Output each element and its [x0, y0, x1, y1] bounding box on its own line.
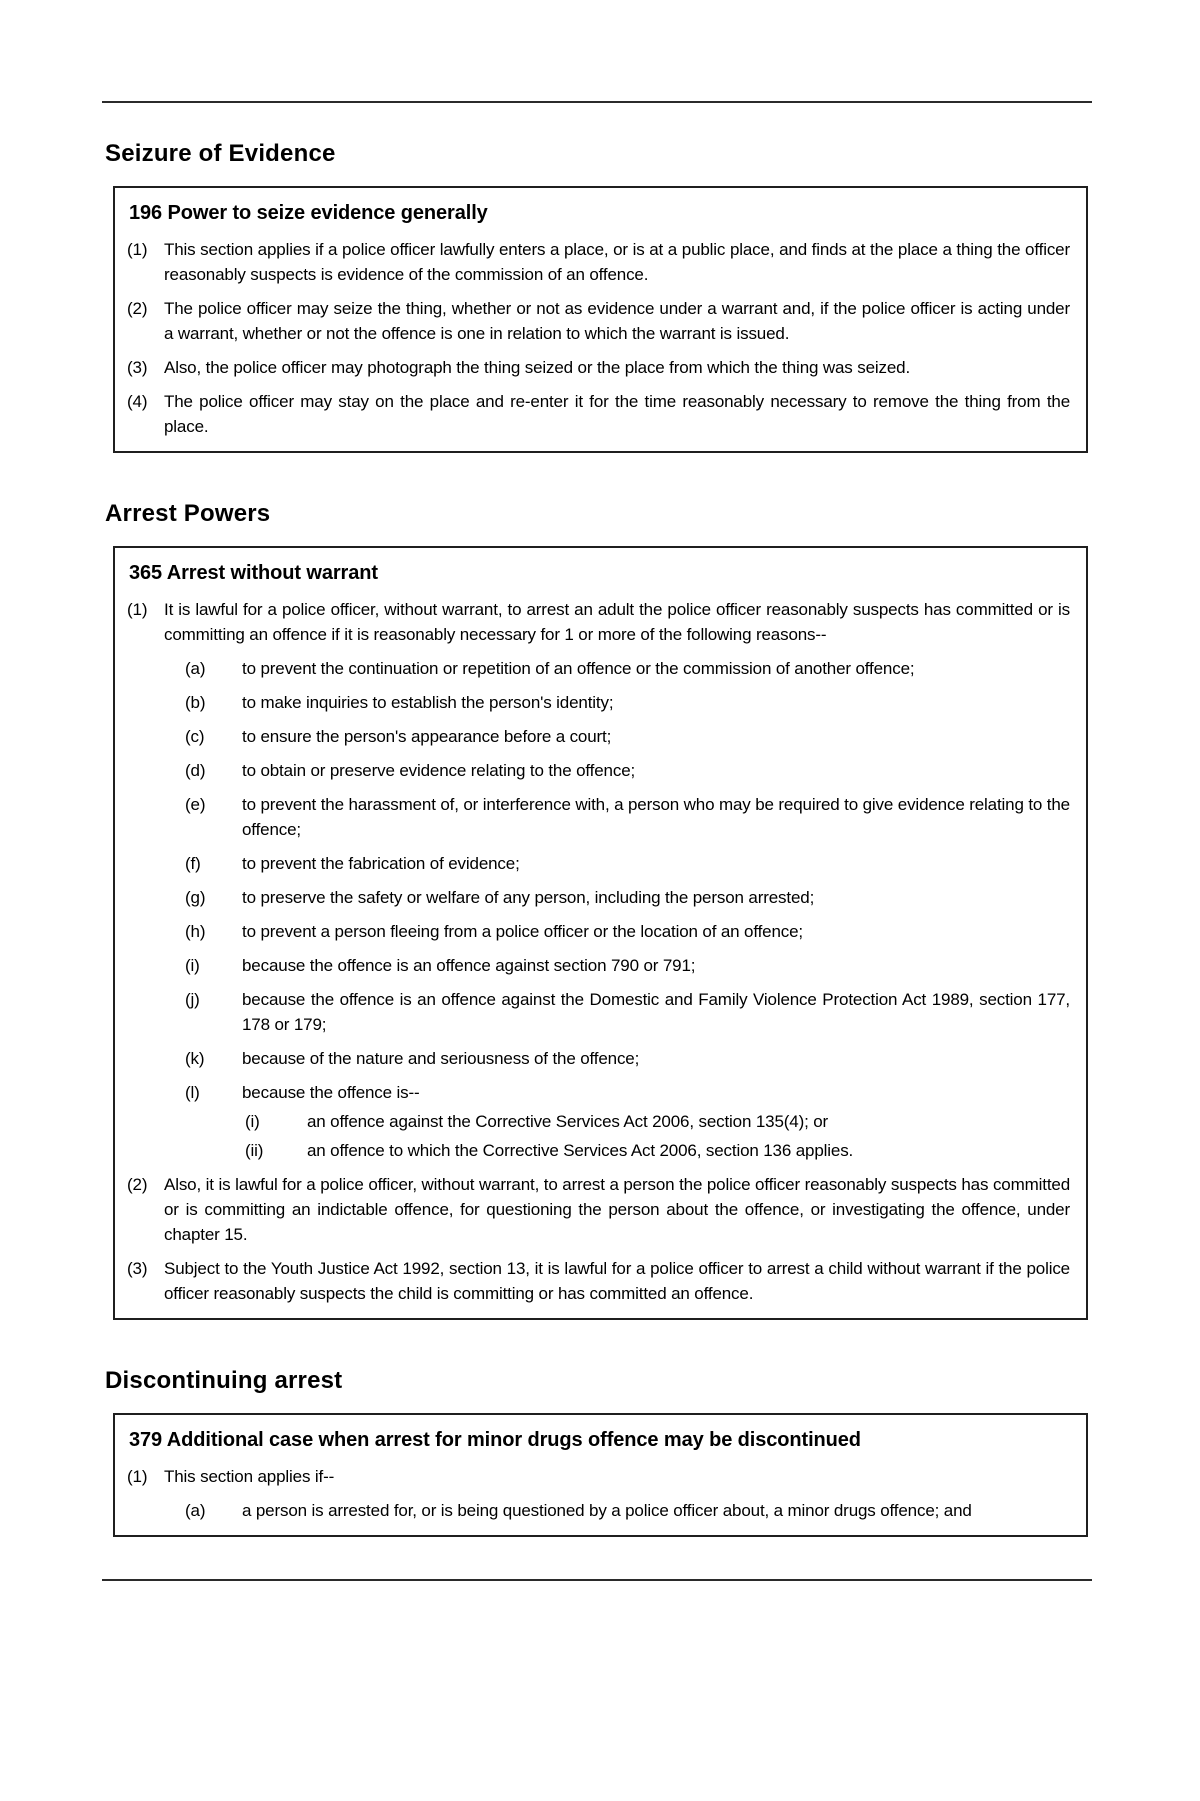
clause-text: to ensure the person's appearance before a court;: [242, 727, 612, 746]
clause-text: because of the nature and seriousness of the offence;: [242, 1049, 640, 1068]
statute-title-196: 196 Power to seize evidence generally: [129, 202, 488, 224]
clause-row: [115, 953, 1070, 978]
clause-marker: (c): [185, 727, 205, 746]
clause-text: an offence to which the Corrective Services Act 2006, section 136 applies.: [307, 1141, 854, 1160]
top-rule: [102, 101, 1092, 103]
clause-text: Also, it is lawful for a police officer, without warrant, to arrest a person the police officer reasonably suspects has committed or is committing an indictable offence, for questioning the person about the offence, or investigating the offence, under chapter 15.: [164, 1175, 1070, 1244]
clause-row: [115, 389, 1070, 439]
clause-row: [115, 1172, 1070, 1247]
clause-marker: (l): [185, 1083, 200, 1102]
clause-text: because the offence is an offence against section 790 or 791;: [242, 956, 696, 975]
clause-text: The police officer may seize the thing, whether or not as evidence under a warrant and, if the police officer is acting under a warrant, whether or not the offence is one in relation to which the warrant is issued.: [164, 299, 1070, 343]
clause-marker: (3): [127, 1259, 148, 1278]
clause-marker: (1): [127, 600, 148, 619]
clause-text: to prevent the continuation or repetition of an offence or the commission of another offence;: [242, 659, 915, 678]
clause-text: because the offence is an offence against the Domestic and Family Violence Protection Act 1989, section 177, 178 or 179;: [242, 990, 1070, 1034]
clause-row: [115, 919, 1070, 944]
clause-text: because the offence is--: [242, 1083, 420, 1102]
clause-row: [115, 851, 1070, 876]
clause-marker: (d): [185, 761, 206, 780]
clause-row: [115, 1080, 1070, 1105]
statute-box-365: [113, 546, 1088, 1320]
clause-marker: (e): [185, 795, 206, 814]
page-content: [102, 101, 1092, 1581]
clause-marker: (a): [185, 659, 206, 678]
clause-marker: (1): [127, 240, 148, 259]
clause-marker: (j): [185, 990, 200, 1009]
clause-marker: (1): [127, 1467, 148, 1486]
clause-row: [115, 296, 1070, 346]
clause-marker: (4): [127, 392, 148, 411]
clause-marker: (b): [185, 693, 206, 712]
clause-text: an offence against the Corrective Services Act 2006, section 135(4); or: [307, 1112, 829, 1131]
clause-row: [115, 597, 1070, 647]
clause-marker: (k): [185, 1049, 205, 1068]
clause-text: Subject to the Youth Justice Act 1992, section 13, it is lawful for a police officer to arrest a child without warrant if the police officer reasonably suspects the child is committing or has committed an offence.: [164, 1259, 1070, 1303]
clause-row: [115, 355, 1070, 380]
clause-text: This section applies if--: [164, 1467, 335, 1486]
clause-text: to prevent the fabrication of evidence;: [242, 854, 520, 873]
statute-box-196: [113, 186, 1088, 453]
clause-marker: (2): [127, 299, 148, 318]
clause-text: to prevent the harassment of, or interference with, a person who may be required to give evidence relating to the offence;: [242, 795, 1070, 839]
clause-row: [115, 792, 1070, 842]
clause-row: [115, 724, 1070, 749]
clause-row: [115, 690, 1070, 715]
clause-marker: (i): [245, 1112, 260, 1131]
clause-row: [115, 1109, 1070, 1134]
clause-row: [115, 237, 1070, 287]
clause-marker: (f): [185, 854, 201, 873]
clause-text: Also, the police officer may photograph the thing seized or the place from which the thing was seized.: [164, 358, 911, 377]
clause-text: to make inquiries to establish the person's identity;: [242, 693, 614, 712]
bottom-rule: [102, 1579, 1092, 1581]
clause-marker: (ii): [245, 1141, 264, 1160]
clause-text: The police officer may stay on the place and re-enter it for the time reasonably necessary to remove the thing from the place.: [164, 392, 1070, 436]
statute-box-379: [113, 1413, 1088, 1537]
clause-text: to prevent a person fleeing from a police officer or the location of an offence;: [242, 922, 804, 941]
clause-row: [115, 1046, 1070, 1071]
clause-marker: (h): [185, 922, 206, 941]
clause-marker: (2): [127, 1175, 148, 1194]
clause-text: It is lawful for a police officer, without warrant, to arrest an adult the police officer reasonably suspects has committed or is committing an offence if it is reasonably necessary for 1 or more of the following reasons--: [164, 600, 1070, 644]
section-heading-seizure-of-evidence: Seizure of Evidence: [105, 140, 336, 167]
clause-text: to obtain or preserve evidence relating to the offence;: [242, 761, 636, 780]
clause-marker: (3): [127, 358, 148, 377]
section-heading-discontinuing-arrest: Discontinuing arrest: [105, 1367, 343, 1394]
clause-marker: (i): [185, 956, 200, 975]
document-page: [0, 101, 1200, 1801]
clause-marker: (g): [185, 888, 206, 907]
clause-text: a person is arrested for, or is being questioned by a police officer about, a minor drugs offence; and: [242, 1501, 972, 1520]
clause-text: to preserve the safety or welfare of any person, including the person arrested;: [242, 888, 815, 907]
clause-row: [115, 1256, 1070, 1306]
statute-title-379: 379 Additional case when arrest for minor drugs offence may be discontinued: [129, 1429, 861, 1451]
section-heading-arrest-powers: Arrest Powers: [105, 500, 271, 527]
statute-title-365: 365 Arrest without warrant: [129, 562, 378, 584]
clause-row: [115, 758, 1070, 783]
clause-row: [115, 1464, 1070, 1489]
clause-marker: (a): [185, 1501, 206, 1520]
clause-row: [115, 656, 1070, 681]
clause-row: [115, 1498, 1070, 1523]
clause-text: This section applies if a police officer lawfully enters a place, or is at a public place, and finds at the place a thing the officer reasonably suspects is evidence of the commission of an offence.: [164, 240, 1070, 284]
clause-row: [115, 1138, 1070, 1163]
clause-row: [115, 987, 1070, 1037]
clause-row: [115, 885, 1070, 910]
